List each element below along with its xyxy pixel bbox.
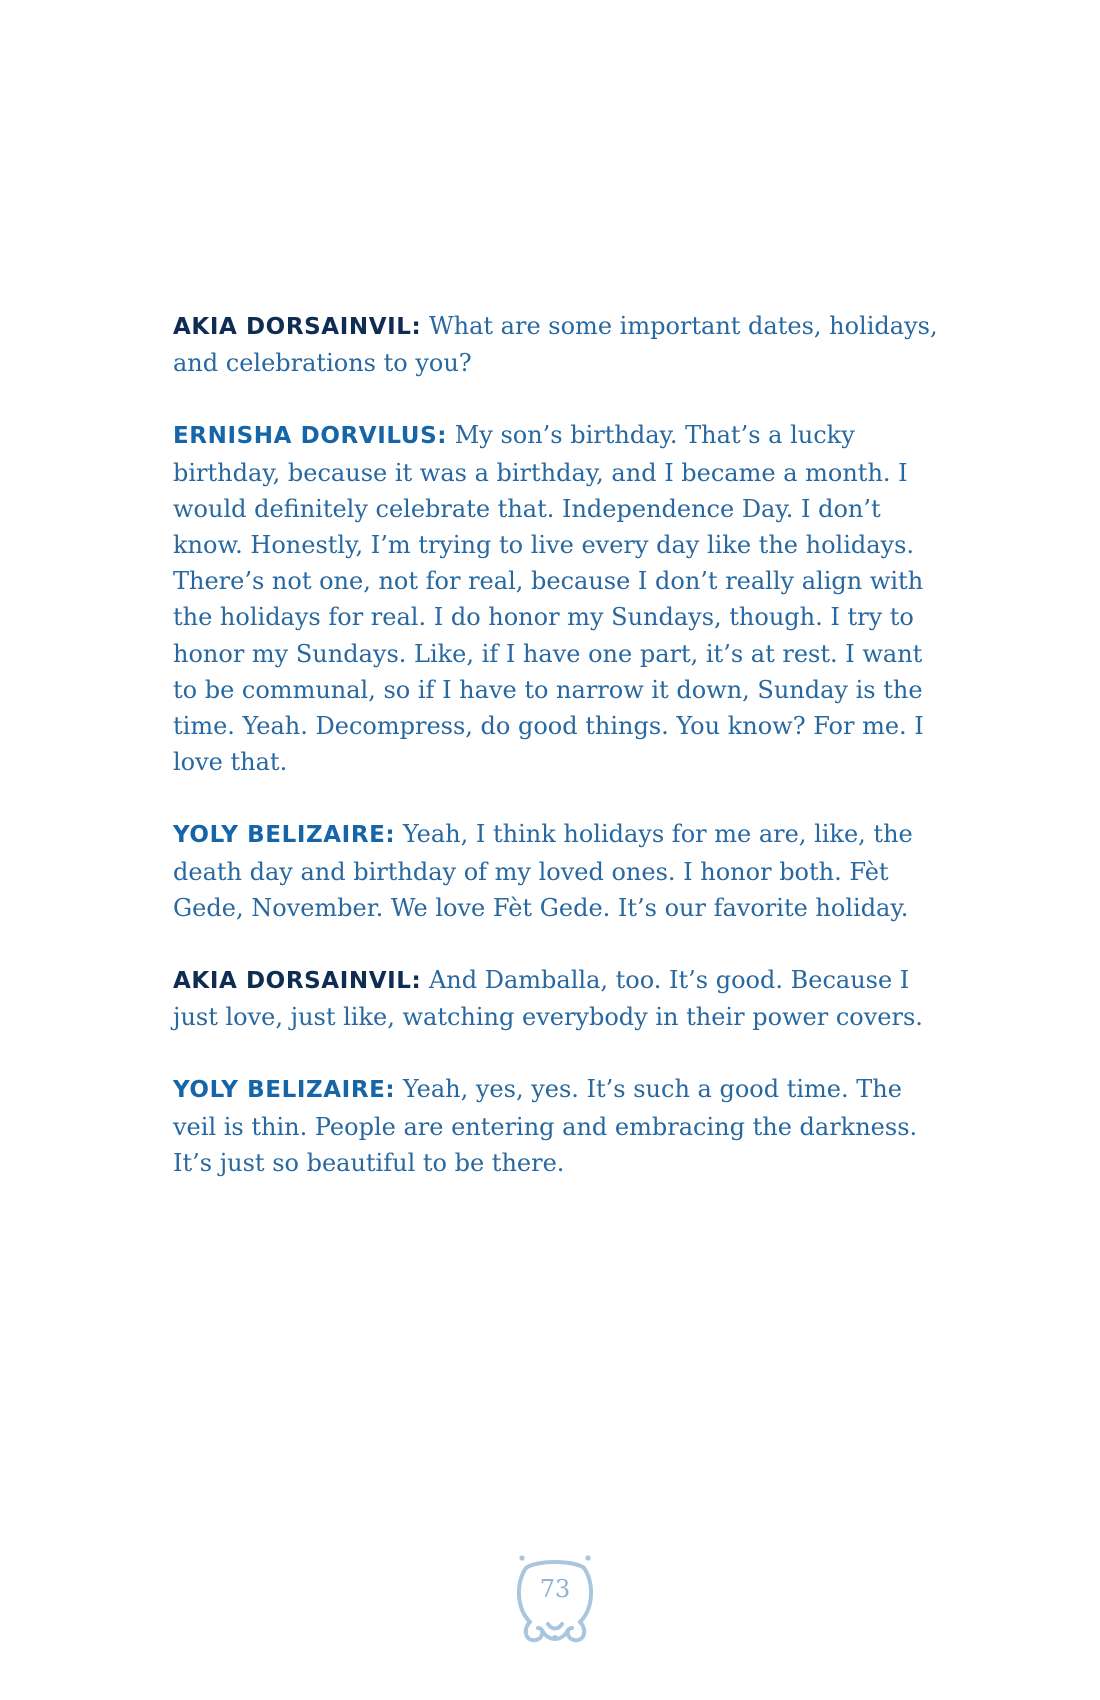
speaker-name: YOLY BELIZAIRE: [173, 1077, 396, 1104]
dialogue-entry [173, 417, 948, 780]
dialogue-text: Yeah, yes, yes. It’s such a good time. The veil is thin. People are entering and embracing the darkness. It’s just so beautiful to be there. [173, 1075, 918, 1177]
dialogue-text: My son’s birthday. That’s a lucky birthday, because it was a birthday, and I became a month. I would definitely celebrate that. Independence Day. I don’t know. Honestly, I’m trying to live every day like the holidays. There’s not one, not for real, because I don’t really align with the holidays for real. I do honor my Sundays, though. I try to honor my Sundays. Like, if I have one part, it’s at rest. I want to be communal, so if I have to narrow it down, Sunday is the time. Yeah. Decompress, do good things. You know? For me. I love that. [173, 421, 924, 777]
dialogue-entry [173, 962, 948, 1035]
speaker-name: AKIA DORSAINVIL: [173, 314, 422, 340]
speaker-name: YOLY BELIZAIRE: [173, 822, 396, 849]
dialogue-entry [173, 1071, 948, 1181]
speaker-name: AKIA DORSAINVIL: [173, 968, 422, 995]
ornament-frame-icon [512, 1552, 598, 1648]
dialogue-entry [173, 816, 948, 926]
speaker-name: ERNISHA DORVILUS: [173, 423, 448, 450]
interview-transcript [173, 308, 948, 1217]
page-number-ornament [512, 1552, 598, 1648]
dialogue-text: And Damballa, too. It’s good. Because I just love, just like, watching everybody in their power covers. [173, 966, 923, 1032]
dialogue-text: What are some important dates, holidays, and celebrations to you? [173, 312, 938, 378]
page-number: 73 [539, 1575, 571, 1603]
dialogue-text: Yeah, I think holidays for me are, like, the death day and birthday of my loved ones. I honor both. Fèt Gede, November. We love Fèt Gede. It’s our favorite holiday. [173, 820, 913, 922]
dialogue-entry [173, 308, 948, 381]
